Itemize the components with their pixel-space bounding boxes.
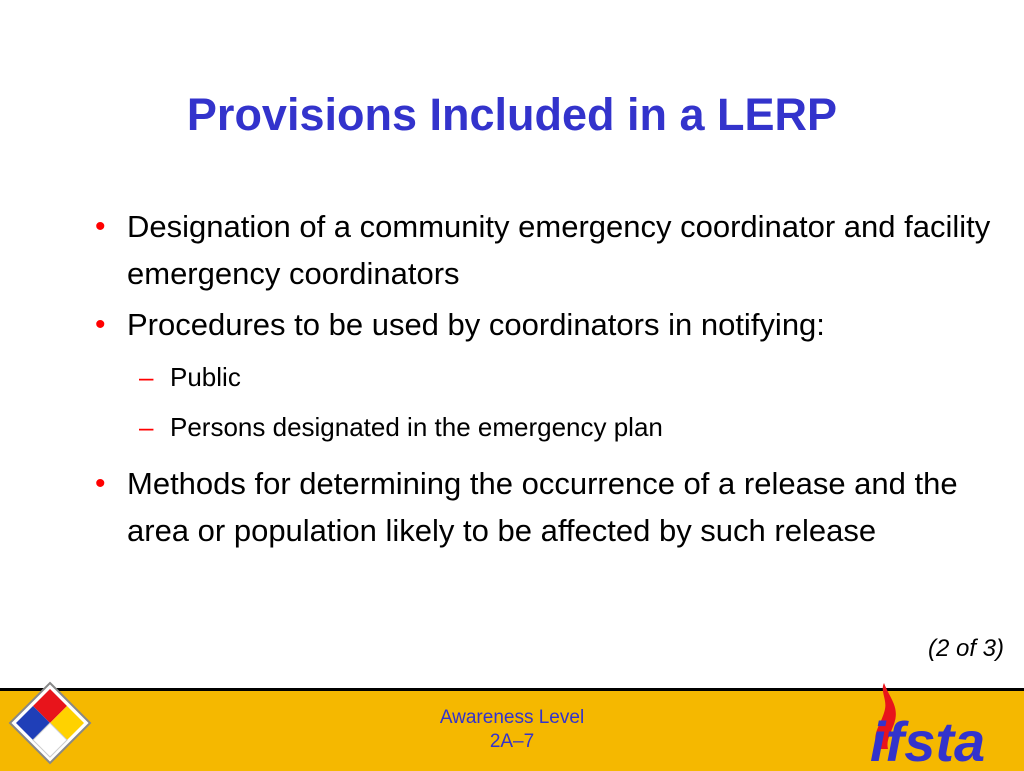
slide-title: Provisions Included in a LERP (186, 89, 838, 140)
bullet-item (95, 301, 995, 348)
sub-bullet-item (95, 402, 995, 452)
sub-bullet-list (95, 352, 995, 452)
bullet-text: Designation of a community emergency coordinator and facility emergency coordinators (127, 209, 991, 291)
footer-bar (0, 688, 1024, 771)
bullet-text: Methods for determining the occurrence of a release and the area or population likely to be affected by such release (127, 466, 958, 548)
bullet-dot-icon: • (95, 210, 106, 243)
bullet-dot-icon: • (95, 308, 106, 341)
page-count: (2 of 3) (927, 635, 1004, 662)
sub-bullet-text: Public (170, 362, 241, 392)
dash-icon: – (139, 412, 154, 442)
ifsta-logo-icon (860, 679, 1010, 767)
bullet-text: Procedures to be used by coordinators in notifying: (127, 307, 825, 342)
svg-text:ifsta: ifsta (870, 710, 986, 767)
sub-bullet-item (95, 352, 995, 402)
dash-icon: – (139, 362, 154, 392)
bullet-item (95, 203, 995, 297)
footer-level: Awareness Level (439, 707, 585, 728)
bullet-dot-icon: • (95, 467, 106, 500)
bullet-list (95, 203, 995, 558)
sub-bullet-text: Persons designated in the emergency plan (170, 412, 663, 442)
footer-slide-number: 2A–7 (489, 731, 535, 752)
bullet-item (95, 460, 995, 554)
